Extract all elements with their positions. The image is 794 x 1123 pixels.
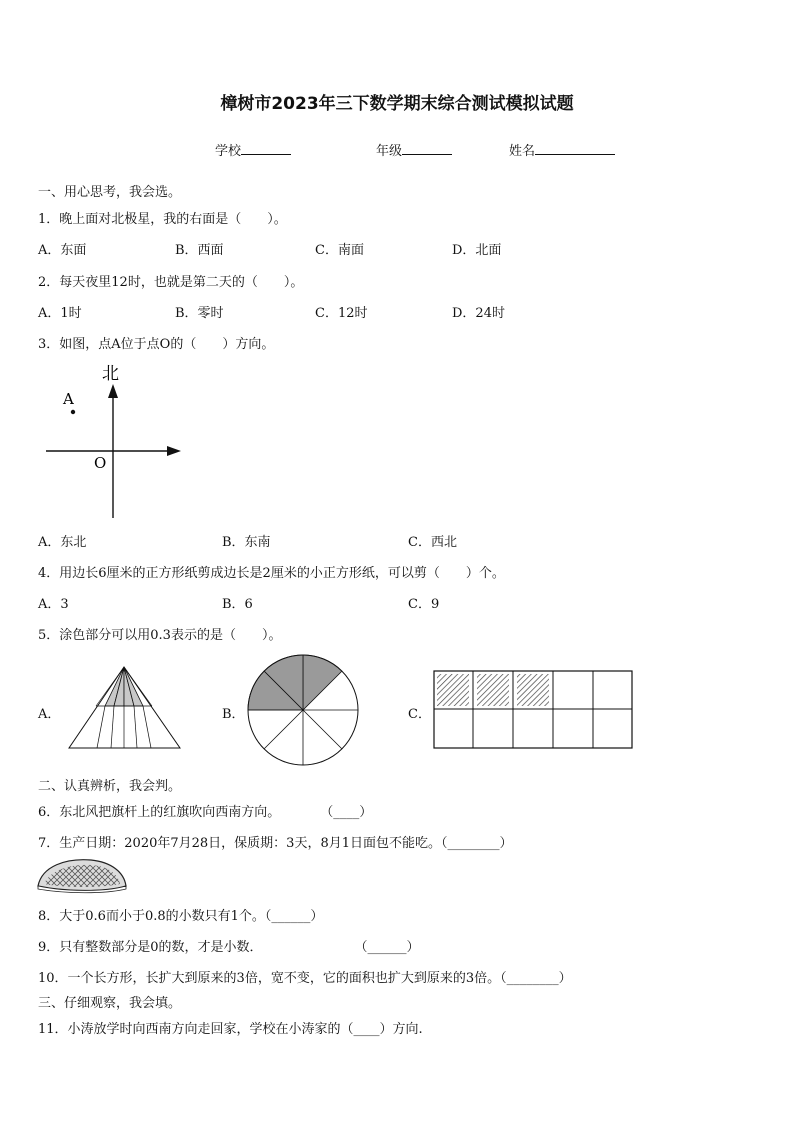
origin-label: O — [94, 454, 107, 472]
question-1: 1．晚上面对北极星，我的右面是（ ）。 — [38, 212, 287, 227]
q4-option-c[interactable]: C．9 — [408, 597, 440, 612]
q2-option-b[interactable]: B．零时 — [175, 306, 224, 321]
grade-field[interactable] — [376, 140, 452, 159]
q1-option-b[interactable]: B．西面 — [175, 243, 224, 258]
page-title: 樟树市2023年三下数学期末综合测试模拟试题 — [220, 94, 574, 114]
q9-answer-blank[interactable]: （______） — [354, 940, 420, 955]
question-3: 3．如图，点A位于点O的（ ）方向。 — [38, 337, 275, 352]
north-arrowhead — [108, 384, 118, 398]
name-field[interactable] — [509, 140, 615, 159]
q3-option-c[interactable]: C．西北 — [408, 535, 457, 550]
q3-option-a[interactable]: A．东北 — [38, 535, 87, 550]
question-2: 2．每天夜里12时，也就是第二天的（ ）。 — [38, 275, 304, 290]
north-label: 北 — [102, 364, 119, 384]
q5-circle-figure — [246, 653, 360, 767]
q1-option-c[interactable]: C．南面 — [315, 243, 364, 258]
question-4: 4．用边长6厘米的正方形纸剪成边长是2厘米的小正方形纸，可以剪（ ）个。 — [38, 566, 505, 581]
section-3-heading: 三、仔细观察，我会填。 — [38, 996, 182, 1011]
grid-hatched-3 — [517, 674, 549, 706]
point-a-label: A — [63, 390, 74, 408]
question-5: 5．涂色部分可以用0.3表示的是（ ）。 — [38, 628, 282, 643]
q9-text: 9．只有整数部分是0的数，才是小数． — [38, 940, 263, 955]
circle-radius-sw — [264, 710, 303, 749]
circle-shaded-1 — [303, 655, 342, 710]
grid-hatched-2 — [477, 674, 509, 706]
grade-blank[interactable] — [402, 142, 452, 155]
q2-option-a[interactable]: A．1时 — [38, 306, 82, 321]
q3-option-b[interactable]: B．东南 — [222, 535, 271, 550]
q5-option-a[interactable]: A． — [38, 707, 61, 722]
circle-radius-se — [303, 710, 342, 749]
question-6 — [38, 801, 372, 820]
school-field[interactable] — [215, 140, 291, 159]
grade-label: 年级 — [376, 144, 403, 159]
point-a-dot — [71, 410, 75, 414]
school-label: 学校 — [215, 144, 242, 159]
question-10: 10．一个长方形，长扩大到原来的3倍，宽不变，它的面积也扩大到原来的3倍。（________） — [38, 971, 572, 986]
grid-hatched-1 — [437, 674, 469, 706]
q4-option-a[interactable]: A．3 — [38, 597, 69, 612]
q5-grid-figure — [433, 670, 635, 750]
question-8: 8．大于0.6而小于0.8的小数只有1个。（______） — [38, 909, 324, 924]
bread-image — [36, 856, 128, 894]
question-9 — [38, 936, 420, 955]
section-1-heading: 一、用心思考，我会选。 — [38, 185, 182, 200]
q4-option-b[interactable]: B．6 — [222, 597, 253, 612]
q3-direction-figure — [40, 360, 190, 520]
east-arrowhead — [167, 446, 181, 456]
section-2-heading: 二、认真辨析，我会判。 — [38, 779, 182, 794]
name-blank[interactable] — [535, 142, 615, 155]
name-label: 姓名 — [509, 144, 536, 159]
q6-text: 6．东北风把旗杆上的红旗吹向西南方向。 — [38, 805, 281, 820]
q2-option-c[interactable]: C．12时 — [315, 306, 368, 321]
q5-option-b[interactable]: B． — [222, 707, 245, 722]
q2-option-d[interactable]: D．24时 — [452, 306, 505, 321]
question-7: 7．生产日期：2020年7月28日，保质期：3天，8月1日面包不能吃。（________） — [38, 836, 513, 851]
q1-option-d[interactable]: D．北面 — [452, 243, 502, 258]
q6-answer-blank[interactable]: （____） — [320, 805, 373, 820]
q1-option-a[interactable]: A．东面 — [38, 243, 87, 258]
question-11: 11．小涛放学时向西南方向走回家，学校在小涛家的（____）方向. — [38, 1022, 423, 1037]
school-blank[interactable] — [241, 142, 291, 155]
q5-triangle-figure — [66, 665, 182, 751]
q5-option-c[interactable]: C． — [408, 707, 431, 722]
